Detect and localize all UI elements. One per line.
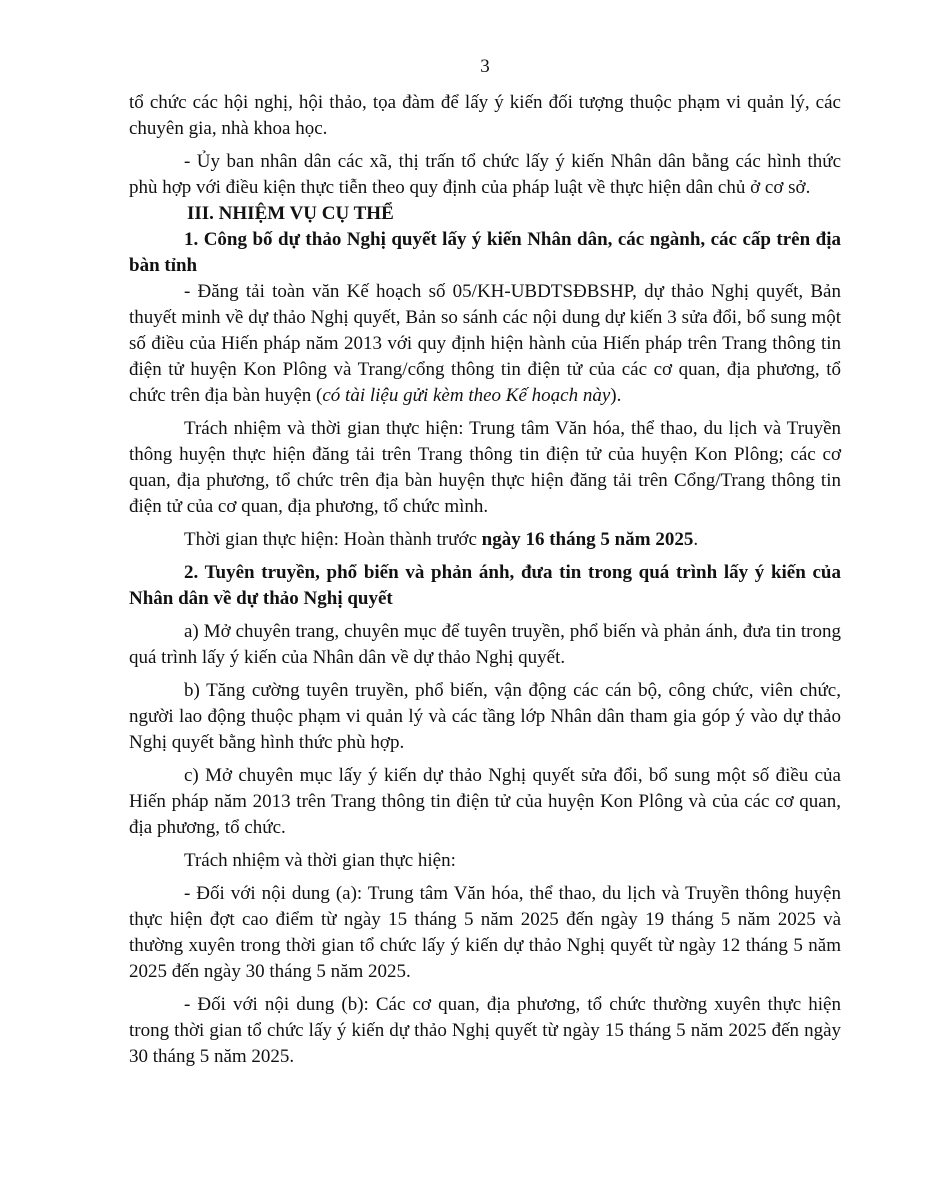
paragraph-item-b: b) Tăng cường tuyên truyền, phổ biến, vận động các cán bộ, công chức, viên chức, người lao động thuộc phạm vi quản lý và các tầng lớp Nhân dân tham gia góp ý vào dự thảo Nghị quyết bằng hình thức phù hợp. — [129, 680, 841, 753]
paragraph-item-a: a) Mở chuyên trang, chuyên mục để tuyên truyền, phổ biến và phản ánh, đưa tin trong quá trình lấy ý kiến của Nhân dân về dự thảo Nghị quyết. — [129, 621, 841, 668]
paragraph-item-c: c) Mở chuyên mục lấy ý kiến dự thảo Nghị quyết sửa đổi, bổ sung một số điều của Hiến pháp năm 2013 trên Trang thông tin điện tử của huyện Kon Plông và của các cơ quan, địa phương, tổ chức. — [129, 765, 841, 838]
paragraph-continuation: tổ chức các hội nghị, hội thảo, tọa đàm để lấy ý kiến đối tượng thuộc phạm vi quản lý, các chuyên gia, nhà khoa học. — [129, 92, 841, 139]
item-2-heading: 2. Tuyên truyền, phổ biến và phản ánh, đưa tin trong quá trình lấy ý kiến của Nhân dân về dự thảo Nghị quyết — [129, 562, 841, 609]
document-body — [129, 90, 841, 1070]
deadline-end: . — [693, 529, 699, 550]
paragraph-commune-consultation: - Ủy ban nhân dân các xã, thị trấn tổ chức lấy ý kiến Nhân dân bằng các hình thức phù hợp với điều kiện thực tiễn theo quy định của pháp luật về thực hiện dân chủ ở cơ sở. — [129, 151, 841, 198]
paragraph-content-a: - Đối với nội dung (a): Trung tâm Văn hóa, thể thao, du lịch và Truyền thông huyện thực hiện đợt cao điểm từ ngày 15 tháng 5 năm 2025 đến ngày 19 tháng 5 năm 2025 và thường xuyên trong thời gian tổ chức lấy ý kiến dự thảo Nghị quyết từ ngày 12 tháng 5 năm 2025 đến ngày 30 tháng 5 năm 2025. — [129, 883, 841, 982]
deadline-prefix: Thời gian thực hiện: Hoàn thành trước — [184, 529, 482, 550]
page-number: 3 — [480, 56, 490, 77]
item-1-heading: 1. Công bố dự thảo Nghị quyết lấy ý kiến Nhân dân, các ngành, các cấp trên địa bàn tỉnh — [129, 229, 841, 276]
paragraph-deadline-1 — [129, 527, 841, 553]
publish-plan-note: có tài liệu gửi kèm theo Kế hoạch này — [322, 385, 611, 406]
paragraph-publish-plan — [129, 279, 841, 409]
paragraph-content-b: - Đối với nội dung (b): Các cơ quan, địa phương, tổ chức thường xuyên thực hiện trong thời gian tổ chức lấy ý kiến dự thảo Nghị quyết từ ngày 15 tháng 5 năm 2025 đến ngày 30 tháng 5 năm 2025. — [129, 994, 841, 1067]
publish-plan-end: ). — [610, 385, 622, 406]
deadline-date: ngày 16 tháng 5 năm 2025 — [481, 529, 694, 550]
publish-plan-text: - Đăng tải toàn văn Kế hoạch số 05/KH-UBDTSĐBSHP, dự thảo Nghị quyết, Bản thuyết minh về dự thảo Nghị quyết, Bản so sánh các nội dung dự kiến 3 sửa đổi, bổ sung một số điều của Hiến pháp năm 2013 với quy định hiện hành của Hiến pháp trên Trang thông tin điện tử huyện Kon Plông và Trang/cổng thông tin điện tử của các cơ quan, địa phương, tổ chức trên địa bàn huyện ( — [129, 281, 841, 406]
paragraph-responsibility-1: Trách nhiệm và thời gian thực hiện: Trung tâm Văn hóa, thể thao, du lịch và Truyền thông huyện thực hiện đăng tải trên Trang thông tin điện tử của huyện Kon Plông; các cơ quan, địa phương, tổ chức trên địa bàn huyện thực hiện đăng tải trên Cổng/Trang thông tin điện tử của cơ quan, địa phương, tổ chức mình. — [129, 418, 841, 517]
section-title: III. NHIỆM VỤ CỤ THỂ — [187, 203, 394, 224]
paragraph-responsibility-2: Trách nhiệm và thời gian thực hiện: — [184, 850, 456, 871]
